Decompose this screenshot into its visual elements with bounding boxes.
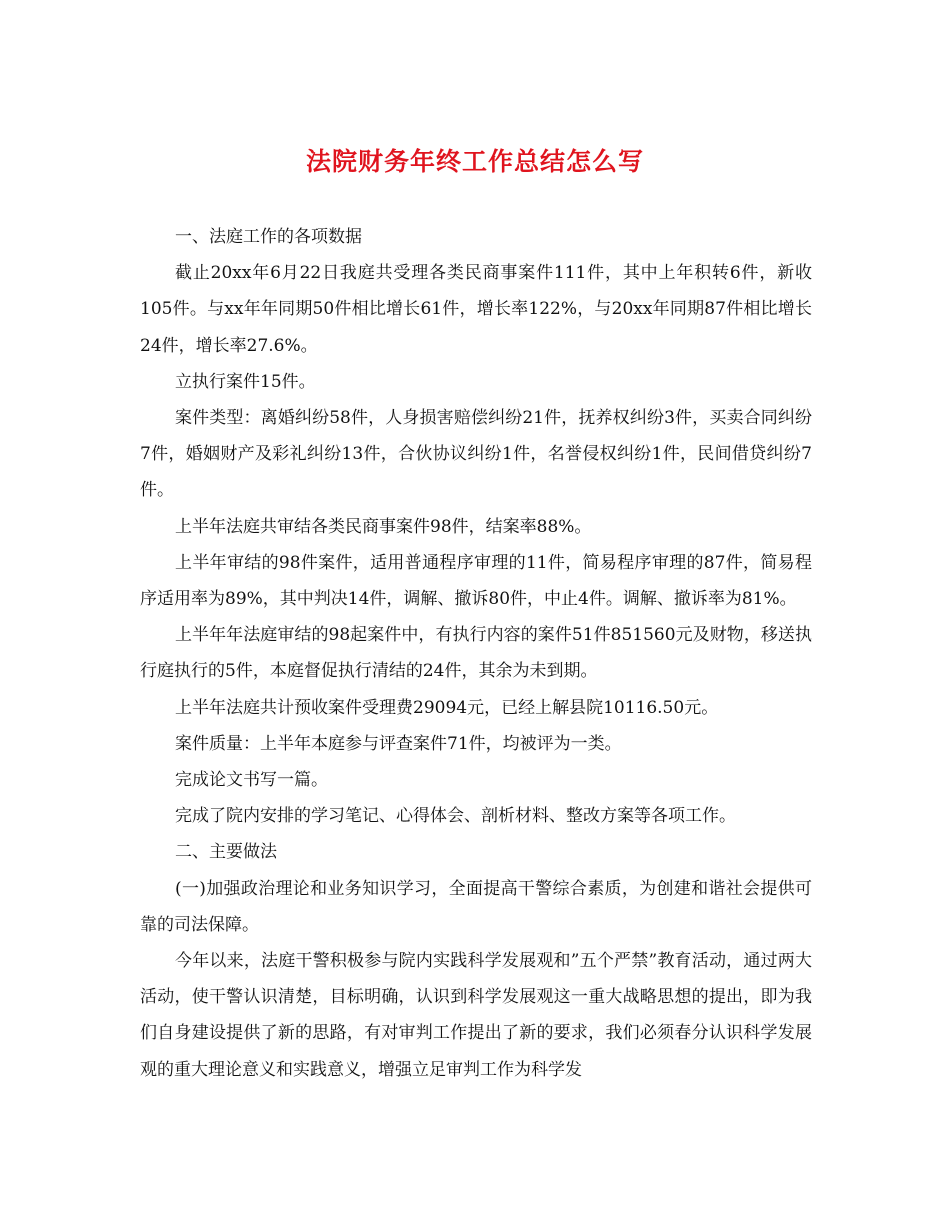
section-number-2: 二、 bbox=[175, 842, 209, 863]
section-title-1: 法庭工作的各项数据 bbox=[209, 227, 362, 247]
paragraph: 完成了院内安排的学习笔记、心得体会、剖析材料、整改方案等各项工作。 bbox=[175, 806, 736, 827]
paragraph: 案件类型：离婚纠纷58件，人身损害赔偿纠纷21件，抚养权纠纷3件，买卖合同纠纷7件，婚姻财产及彩礼纠纷13件，合伙协议纠纷1件，名誉侵权纠纷1件，民间借贷纠纷7件。 bbox=[140, 408, 812, 501]
paragraph: 案件质量：上半年本庭参与评查案件71件，均被评为一类。 bbox=[175, 733, 622, 754]
paragraph: 上半年审结的98件案件，适用普通程序审理的11件，简易程序审理的87件，简易程序适用率为89%，其中判决14件，调解、撤诉80件，中止4件。调解、撤诉率为81%。 bbox=[140, 552, 812, 610]
section-number-1: 一、 bbox=[175, 227, 209, 247]
paragraph: (一)加强政治理论和业务知识学习，全面提高干警综合素质，为创建和谐社会提供可靠的司法保障。 bbox=[140, 878, 812, 935]
paragraph: 上半年年法庭审结的98起案件中，有执行内容的案件51件851560元及财物，移送执行庭执行的5件，本庭督促执行清结的24件，其余为未到期。 bbox=[140, 625, 812, 682]
section-title-2: 主要做法 bbox=[209, 842, 277, 863]
paragraph: 今年以来，法庭干警积极参与院内实践科学发展观和”五个严禁”教育活动，通过两大活动，使干警认识清楚，目标明确，认识到科学发展观这一重大战略思想的提出，即为我们自身建设提供了新的思路，有对审判工作提出了新的要求，我们必须春分认识科学发展观的重大理论意义和实践意义，增强立足审判工作为科学发 bbox=[140, 951, 812, 1080]
document-title: 法院财务年终工作总结怎么写 bbox=[305, 147, 644, 176]
paragraph: 上半年法庭共审结各类民商事案件98件，结案率88%。 bbox=[175, 516, 592, 537]
document-body bbox=[140, 219, 812, 1088]
section-heading-1 bbox=[140, 219, 812, 255]
paragraph: 完成论文书写一篇。 bbox=[175, 770, 328, 791]
section-heading-2 bbox=[140, 834, 812, 870]
paragraph: 截止20xx年6月22日我庭共受理各类民商事案件111件，其中上年积转6件，新收105件。与xx年年同期50件相比增长61件，增长率122%，与20xx年同期87件相比增长24件，增长率27.6%。 bbox=[140, 263, 812, 356]
paragraph: 上半年法庭共计预收案件受理费29094元，已经上解县院10116.50元。 bbox=[175, 697, 719, 718]
paragraph: 立执行案件15件。 bbox=[175, 371, 316, 392]
